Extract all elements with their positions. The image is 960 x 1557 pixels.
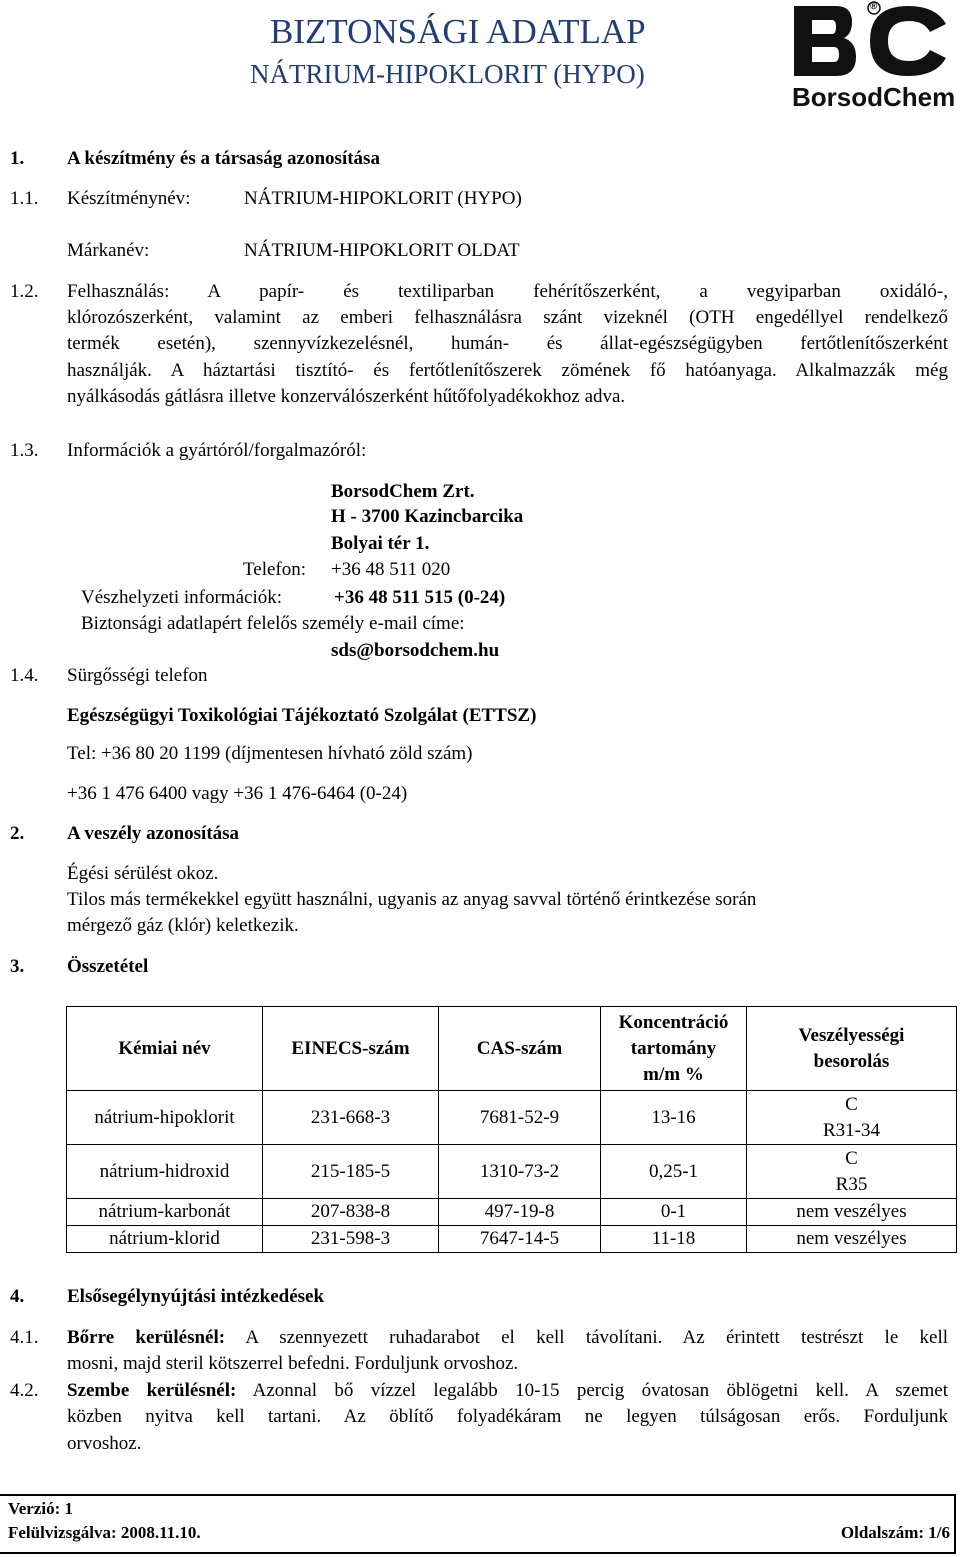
cell-einecs: 215-185-5 bbox=[263, 1145, 439, 1199]
eye-contact-label: Szembe kerülésnél: bbox=[67, 1380, 237, 1401]
brand-name-label: Márkanév: bbox=[67, 240, 150, 261]
cell-cas: 497-19-8 bbox=[439, 1199, 601, 1226]
cell-chemical-name: nátrium-hipoklorit bbox=[67, 1091, 263, 1145]
footer-page-number: Oldalszám: 1/6 bbox=[840, 1523, 950, 1542]
ettsz-name: Egészségügyi Toxikológiai Tájékoztató Szolgálat (ETTSZ) bbox=[67, 705, 537, 726]
cell-cas: 1310-73-2 bbox=[439, 1145, 601, 1199]
logo-registered-mark: ® bbox=[870, 1, 878, 12]
composition-table bbox=[66, 1006, 957, 1253]
skin-contact-label: Bőrre kerülésnél: bbox=[67, 1327, 226, 1348]
section-4-title: Elsősegélynyújtási intézkedések bbox=[67, 1286, 325, 1307]
section-4-1-number: 4.1. bbox=[10, 1327, 39, 1348]
footer-version: Verzió: 1 bbox=[8, 1499, 73, 1518]
section-4-number: 4. bbox=[10, 1286, 25, 1307]
cell-classification bbox=[747, 1091, 957, 1145]
header-concentration-line-3: m/m % bbox=[643, 1063, 704, 1085]
document-subtitle: NÁTRIUM-HIPOKLORIT (HYPO) bbox=[250, 59, 645, 89]
hazard-line-1: Égési sérülést okoz. bbox=[67, 863, 219, 884]
phone-label: Telefon: bbox=[243, 559, 307, 580]
usage-line-3: termék esetén), szennyvízkezelésnél, humán- és állat-egészségügyben fertőtlenítőszerként bbox=[67, 333, 948, 354]
header-classification-line-2: besorolás bbox=[813, 1050, 890, 1072]
section-1-title: A készítmény és a társaság azonosítása bbox=[67, 148, 380, 169]
header-chemical-name: Kémiai név bbox=[67, 1007, 263, 1091]
cell-einecs: 231-598-3 bbox=[263, 1226, 439, 1253]
header-classification bbox=[747, 1007, 957, 1091]
cell-classification bbox=[747, 1145, 957, 1199]
section-3-number: 3. bbox=[10, 956, 25, 977]
company-name: BorsodChem Zrt. bbox=[331, 481, 475, 502]
eye-contact-line-2: közben nyitva kell tartani. Az öblítő folyadékáram ne legyen túlságosan erős. Forduljunk bbox=[67, 1406, 948, 1427]
header-cas: CAS-szám bbox=[439, 1007, 601, 1091]
table-row bbox=[67, 1199, 957, 1226]
cell-classification-phrase: R31-34 bbox=[823, 1119, 880, 1141]
section-3-title: Összetétel bbox=[67, 956, 149, 977]
skin-contact-line-1 bbox=[67, 1325, 948, 1351]
usage-line-1: Felhasználás: A papír- és textiliparban fehérítőszerként, a vegyiparban oxidáló-, bbox=[67, 281, 948, 302]
eye-contact-line-1 bbox=[67, 1378, 948, 1404]
section-1-3-number: 1.3. bbox=[10, 440, 39, 461]
product-name-label: Készítménynév: bbox=[67, 188, 191, 209]
table-row bbox=[67, 1091, 957, 1145]
hazard-line-3: mérgező gáz (klór) keletkezik. bbox=[67, 915, 299, 936]
cell-classification-symbol: C bbox=[845, 1147, 858, 1169]
usage-line-5: nyálkásodás gátlásra illetve konzerválószerként hűtőfolyadékokhoz adva. bbox=[67, 386, 626, 407]
brand-name-value: NÁTRIUM-HIPOKLORIT OLDAT bbox=[244, 240, 520, 261]
skin-contact-text-1: A szennyezett ruhadarabot el kell távolítani. Az érintett testrészt le kell bbox=[245, 1327, 949, 1348]
cell-einecs: 207-838-8 bbox=[263, 1199, 439, 1226]
cell-classification-phrase: R35 bbox=[835, 1173, 868, 1195]
product-name-value: NÁTRIUM-HIPOKLORIT (HYPO) bbox=[244, 188, 522, 209]
cell-classification: nem veszélyes bbox=[747, 1199, 957, 1226]
ettsz-phone-1: Tel: +36 80 20 1199 (díjmentesen hívható zöld szám) bbox=[67, 743, 473, 764]
cell-chemical-name: nátrium-karbonát bbox=[67, 1199, 263, 1226]
section-2-number: 2. bbox=[10, 823, 25, 844]
logo-text: BorsodChem bbox=[792, 82, 956, 112]
cell-chemical-name: nátrium-hidroxid bbox=[67, 1145, 263, 1199]
cell-classification: nem veszélyes bbox=[747, 1226, 957, 1253]
sds-email-value: sds@borsodchem.hu bbox=[331, 640, 500, 661]
eye-contact-text-1: Azonnal bő vízzel legalább 10-15 percig óvatosan öblögetni kell. A szemet bbox=[252, 1380, 948, 1401]
document-title: BIZTONSÁGI ADATLAP bbox=[270, 12, 646, 51]
skin-contact-line-2: mosni, majd steril kötszerrel befedni. Forduljunk orvoshoz. bbox=[67, 1353, 519, 1374]
hazard-line-2: Tilos más termékekkel együtt használni, ugyanis az anyag savval történő érintkezése során bbox=[67, 889, 757, 910]
header-concentration-line-1: Koncentráció bbox=[618, 1011, 729, 1033]
usage-line-2: klórozószerként, valamint az emberi felhasználásra szánt vizeknél (OTH engedéllyel rendelkező bbox=[67, 307, 948, 328]
table-row bbox=[67, 1145, 957, 1199]
cell-cas: 7647-14-5 bbox=[439, 1226, 601, 1253]
table-row bbox=[67, 1226, 957, 1253]
section-1-1-number: 1.1. bbox=[10, 188, 39, 209]
header-einecs: EINECS-szám bbox=[263, 1007, 439, 1091]
header-classification-line-1: Veszélyességi bbox=[798, 1024, 905, 1046]
company-address-city: H - 3700 Kazincbarcika bbox=[331, 506, 524, 527]
company-address-street: Bolyai tér 1. bbox=[331, 533, 430, 554]
emergency-info-label: Vészhelyzeti információk: bbox=[81, 587, 283, 608]
header-concentration bbox=[601, 1007, 747, 1091]
emergency-info-value: +36 48 511 515 (0-24) bbox=[334, 587, 506, 608]
usage-line-4: használják. A háztartási tisztító- és fertőtlenítőszerek zömének fő hatóanyaga. Alkalmazzák még bbox=[67, 360, 948, 381]
cell-concentration: 13-16 bbox=[601, 1091, 747, 1145]
section-1-4-number: 1.4. bbox=[10, 665, 39, 686]
cell-cas: 7681-52-9 bbox=[439, 1091, 601, 1145]
table-header-row bbox=[67, 1007, 957, 1091]
emergency-phone-title: Sürgősségi telefon bbox=[67, 665, 208, 686]
section-2-title: A veszély azonosítása bbox=[67, 823, 240, 844]
cell-concentration: 0-1 bbox=[601, 1199, 747, 1226]
cell-einecs: 231-668-3 bbox=[263, 1091, 439, 1145]
cell-concentration: 0,25-1 bbox=[601, 1145, 747, 1199]
manufacturer-info-title: Információk a gyártóról/forgalmazóról: bbox=[67, 440, 367, 461]
section-4-2-number: 4.2. bbox=[10, 1380, 39, 1401]
cell-classification-symbol: C bbox=[845, 1093, 858, 1115]
phone-value: +36 48 511 020 bbox=[331, 559, 451, 580]
footer-revised-date: Felülvizsgálva: 2008.11.10. bbox=[8, 1523, 201, 1542]
eye-contact-line-3: orvoshoz. bbox=[67, 1433, 142, 1454]
section-1-2-number: 1.2. bbox=[10, 281, 39, 302]
header-concentration-line-2: tartomány bbox=[630, 1037, 717, 1059]
section-1-number: 1. bbox=[10, 148, 25, 169]
cell-concentration: 11-18 bbox=[601, 1226, 747, 1253]
borsodchem-logo bbox=[786, 0, 956, 115]
sds-email-label: Biztonsági adatlapért felelős személy e-mail címe: bbox=[81, 613, 465, 634]
ettsz-phone-2: +36 1 476 6400 vagy +36 1 476-6464 (0-24) bbox=[67, 783, 408, 804]
cell-chemical-name: nátrium-klorid bbox=[67, 1226, 263, 1253]
